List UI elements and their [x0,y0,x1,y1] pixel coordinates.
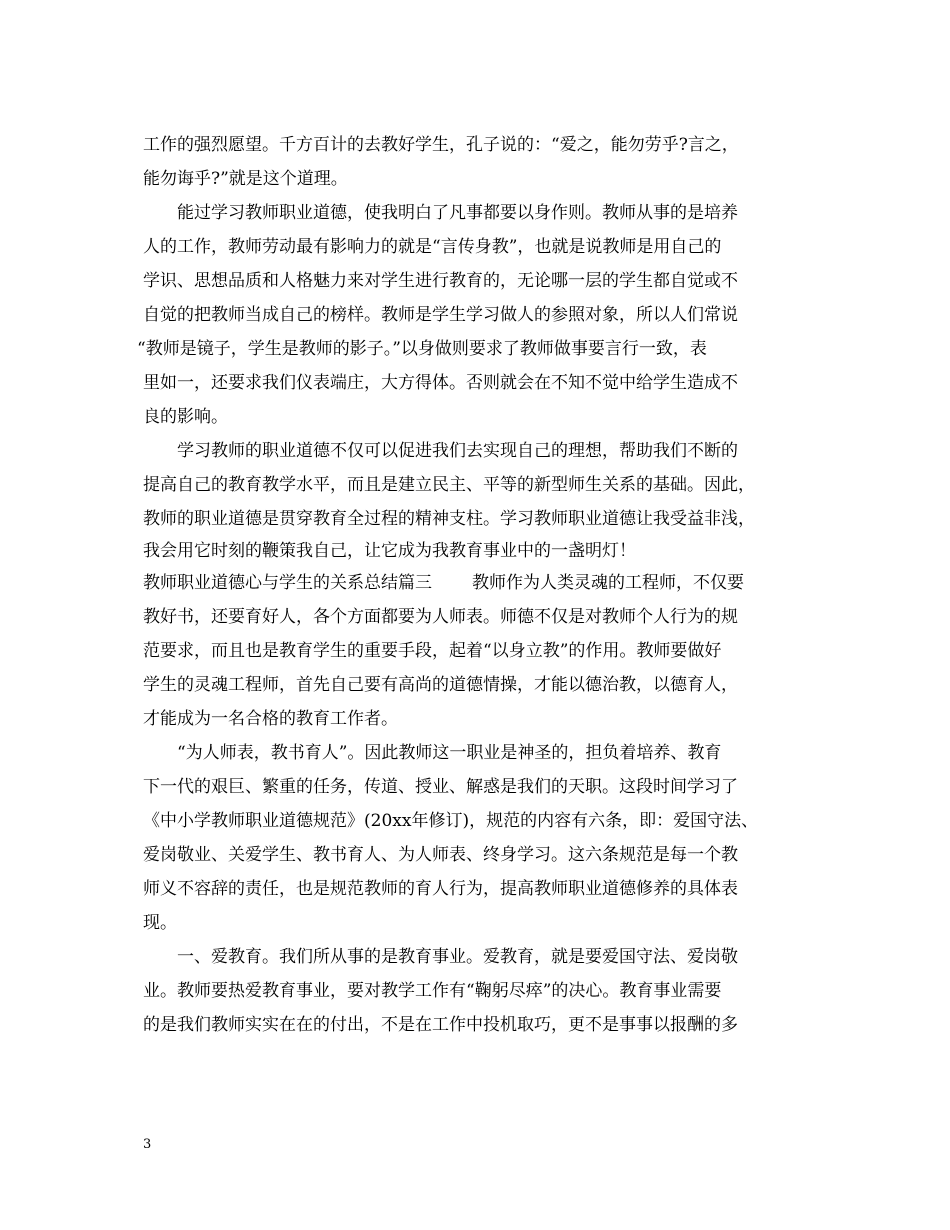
paragraph-start: 一、爱教育。我们所从事的是教育事业。爱教育，就是要爱国守法、爱岗敬 [177,947,738,967]
section-title-line [143,566,811,600]
text-line: 良的影响。 [143,407,228,427]
text-line: 才能成为一名合格的教育工作者。 [143,709,398,729]
text-line: 教好书，还要育好人，各个方面都要为人师表。师德不仅是对教师个人行为的规 [143,607,738,627]
text-line: 《中小学教师职业道德规范》(20xx年修订)，规范的内容有六条，即：爱国守法、 [143,811,759,831]
text-line: 教师的职业道德是贯穿教育全过程的精神支柱。学习教师职业道德让我受益非浅， [143,509,755,529]
text-line: 下一代的艰巨、繁重的任务，传道、授业、解惑是我们的天职。这段时间学习了 [143,777,738,797]
section-first-sentence: 教师作为人类灵魂的工程师，不仅要 [472,573,744,593]
paragraph-start: 能过学习教师职业道德，使我明白了凡事都要以身作则。教师从事的是培养 [177,203,738,223]
text-line: 学识、思想品质和人格魅力来对学生进行教育的，无论哪一层的学生都自觉或不 [143,271,738,291]
paragraph-start: 学习教师的职业道德不仅可以促进我们去实现自己的理想，帮助我们不断的 [177,441,738,461]
text-line: 的是我们教师实实在在的付出，不是在工作中投机取巧，更不是事事以报酬的多 [143,1015,738,1035]
text-line: 自觉的把教师当成自己的榜样。教师是学生学习做人的参照对象，所以人们常说 [143,305,738,325]
text-line: 我会用它时刻的鞭策我自己，让它成为我教育事业中的一盏明灯！ [143,541,636,561]
text-line: 范要求，而且也是教育学生的重要手段，起着“以身立教”的作用。教师要做好 [143,641,722,661]
document-body [137,128,811,1042]
page-number: 3 [143,1137,152,1152]
text-line: 业。教师要热爱教育事业，要对教学工作有“鞠躬尽瘁”的决心。教育事业需要 [143,981,722,1001]
text-line: 现。 [143,913,177,933]
text-line: 爱岗敬业、关爱学生、教书育人、为人师表、终身学习。这六条规范是每一个教 [143,845,738,865]
text-line: 师义不容辞的责任，也是规范教师的育人行为，提高教师职业道德修养的具体表 [143,879,738,899]
text-line: 提高自己的教育教学水平，而且是建立民主、平等的新型师生关系的基础。因此， [143,475,755,495]
text-line: “教师是镜子，学生是教师的影子。”以身做则要求了教师做事要言行一致，表 [137,339,707,359]
text-line: 能勿诲乎?”就是这个道理。 [143,169,348,189]
section-title: 教师职业道德心与学生的关系总结篇三 [143,573,432,593]
text-line: 人的工作，教师劳动最有影响力的就是“言传身教”，也就是说教师是用自己的 [143,237,722,257]
paragraph-start: “为人师表，教书育人”。因此教师这一职业是神圣的，担负着培养、教育 [177,743,722,763]
text-line: 里如一，还要求我们仪表端庄，大方得体。否则就会在不知不觉中给学生造成不 [143,373,738,393]
text-line: 工作的强烈愿望。千方百计的去教好学生，孔子说的：“爱之，能勿劳乎?言之， [143,135,739,155]
text-line: 学生的灵魂工程师，首先自己要有高尚的道德情操，才能以德治教，以德育人， [143,675,738,695]
